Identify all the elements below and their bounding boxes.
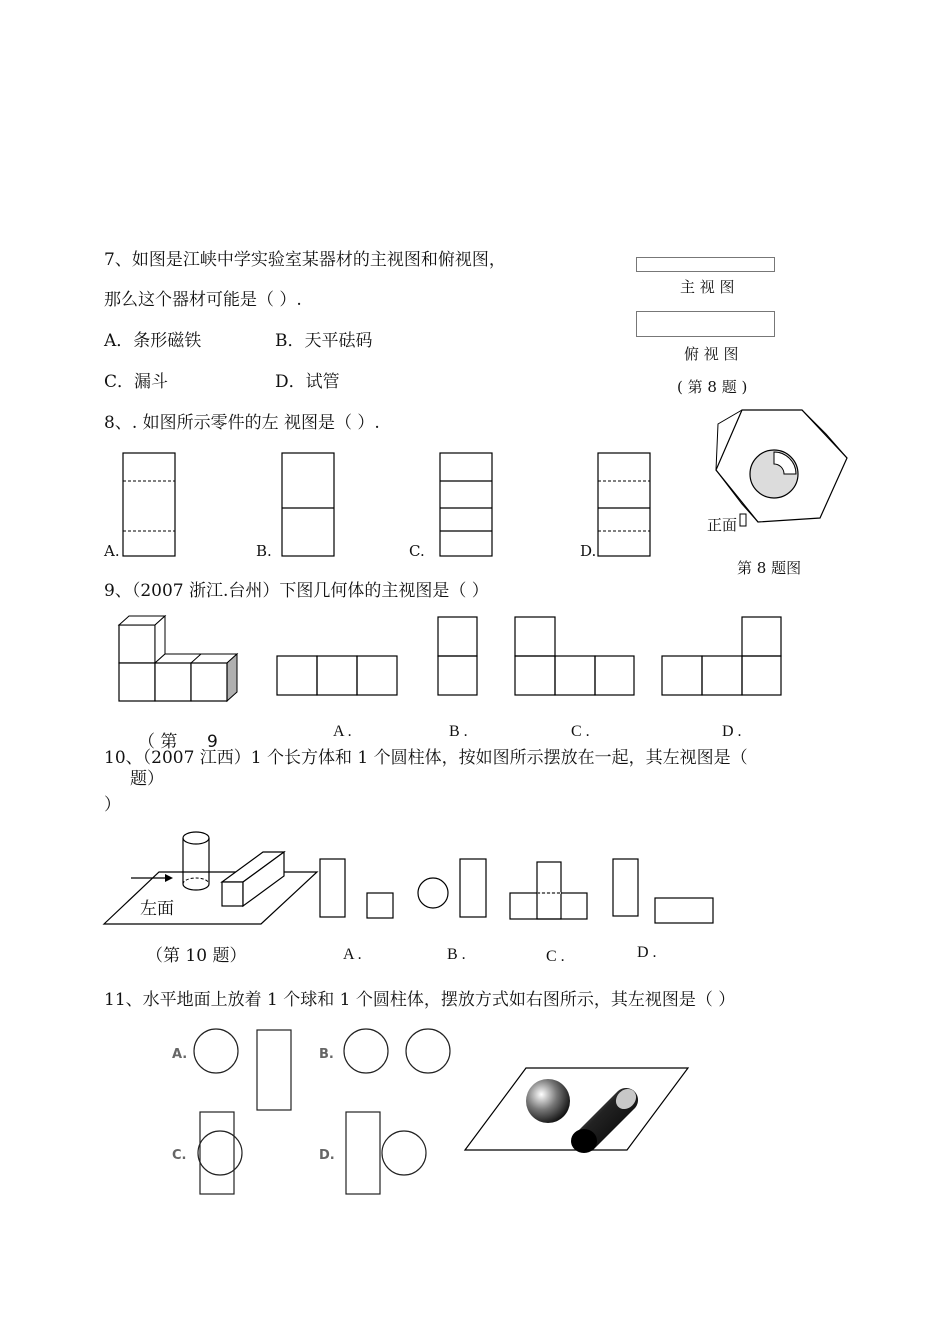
q7-caption: ( 第 8 题 ): [677, 378, 748, 396]
q11-option-b-figure: [342, 1027, 454, 1077]
q10-option-a-figure: [319, 858, 396, 920]
q10-left-face-label: 左面: [140, 899, 174, 919]
q7-option-a: A．条形磁铁: [104, 331, 202, 351]
q9-stem: 9、（2007 浙江.台州）下图几何体的主视图是（ ）: [104, 581, 489, 601]
q9-option-d-label: D .: [722, 723, 742, 740]
q9-solid-figure: [117, 614, 243, 704]
q11-scene-figure: [464, 1065, 690, 1153]
q10-option-b-figure: [417, 858, 489, 920]
q10-option-b-label: B .: [447, 946, 466, 963]
q8-stem: 8、. 如图所示零件的左 视图是（ ）.: [104, 413, 380, 433]
q8-option-a-figure: [122, 452, 178, 558]
q11-option-c-figure: [196, 1110, 246, 1198]
q11-option-a-label: A.: [172, 1047, 188, 1062]
q7-option-c: C．漏斗: [104, 372, 169, 392]
q10-caption: （第 10 题）: [146, 946, 247, 966]
q7-stem-line2: 那么这个器材可能是（ ）.: [104, 290, 302, 310]
q10-solid-figure: [103, 828, 318, 926]
q9-option-a-label: A .: [333, 723, 352, 740]
q9-caption-number: 9: [207, 732, 218, 752]
q11-option-a-figure: [192, 1027, 294, 1113]
q8-option-d-figure: [597, 452, 653, 558]
q9-caption-part1: （ 第: [138, 732, 178, 752]
q11-option-d-label: D.: [319, 1148, 335, 1163]
q7-front-view-label: 主 视 图: [680, 278, 735, 296]
q8-caption: 第 8 题图: [737, 559, 802, 577]
q7-top-view-label: 俯 视 图: [684, 345, 739, 363]
q9-option-b-label: B .: [449, 723, 468, 740]
q10-option-d-label: D .: [637, 944, 657, 961]
q11-stem: 11、水平地面上放着 1 个球和 1 个圆柱体，摆放方式如右图所示，其左视图是（ ）: [104, 990, 736, 1010]
q8-option-c-label: C.: [409, 542, 425, 560]
q10-stem-line2: ）: [104, 795, 121, 815]
q9-option-d-figure: [661, 616, 783, 697]
q8-option-d-label: D.: [580, 542, 597, 560]
q7-stem-line1: 7、如图是江峡中学实验室某器材的主视图和俯视图，: [104, 250, 506, 270]
q11-option-d-figure: [344, 1110, 430, 1196]
q8-option-b-figure: [281, 452, 337, 558]
q9-option-c-label: C .: [571, 723, 590, 740]
q7-option-b: B．天平砝码: [275, 331, 373, 351]
q10-option-c-label: C .: [546, 948, 565, 965]
q10-option-d-figure: [612, 858, 716, 926]
q10-stem-line1: 10、（2007 江西）1 个长方体和 1 个圆柱体，按如图所示摆放在一起，其左视图是（: [104, 748, 748, 768]
q9-option-b-figure: [437, 616, 479, 697]
q11-option-b-label: B.: [319, 1047, 334, 1062]
q7-top-view-figure: [636, 311, 776, 339]
q8-hexagonal-nut-figure: [712, 404, 854, 528]
q8-option-a-label: A.: [104, 542, 120, 560]
q9-option-c-figure: [514, 616, 636, 697]
q8-option-c-figure: [439, 452, 495, 558]
q9-caption-part2: 题）: [130, 769, 164, 789]
q7-front-view-figure: [636, 257, 776, 273]
q8-option-b-label: B.: [256, 542, 272, 560]
q7-option-d: D．试管: [275, 372, 340, 392]
q10-option-a-label: A .: [343, 946, 362, 963]
q8-front-face-label: 正面: [707, 516, 738, 534]
q10-option-c-figure: [509, 861, 589, 921]
q9-option-a-figure: [276, 655, 398, 697]
q11-option-c-label: C.: [172, 1148, 187, 1163]
